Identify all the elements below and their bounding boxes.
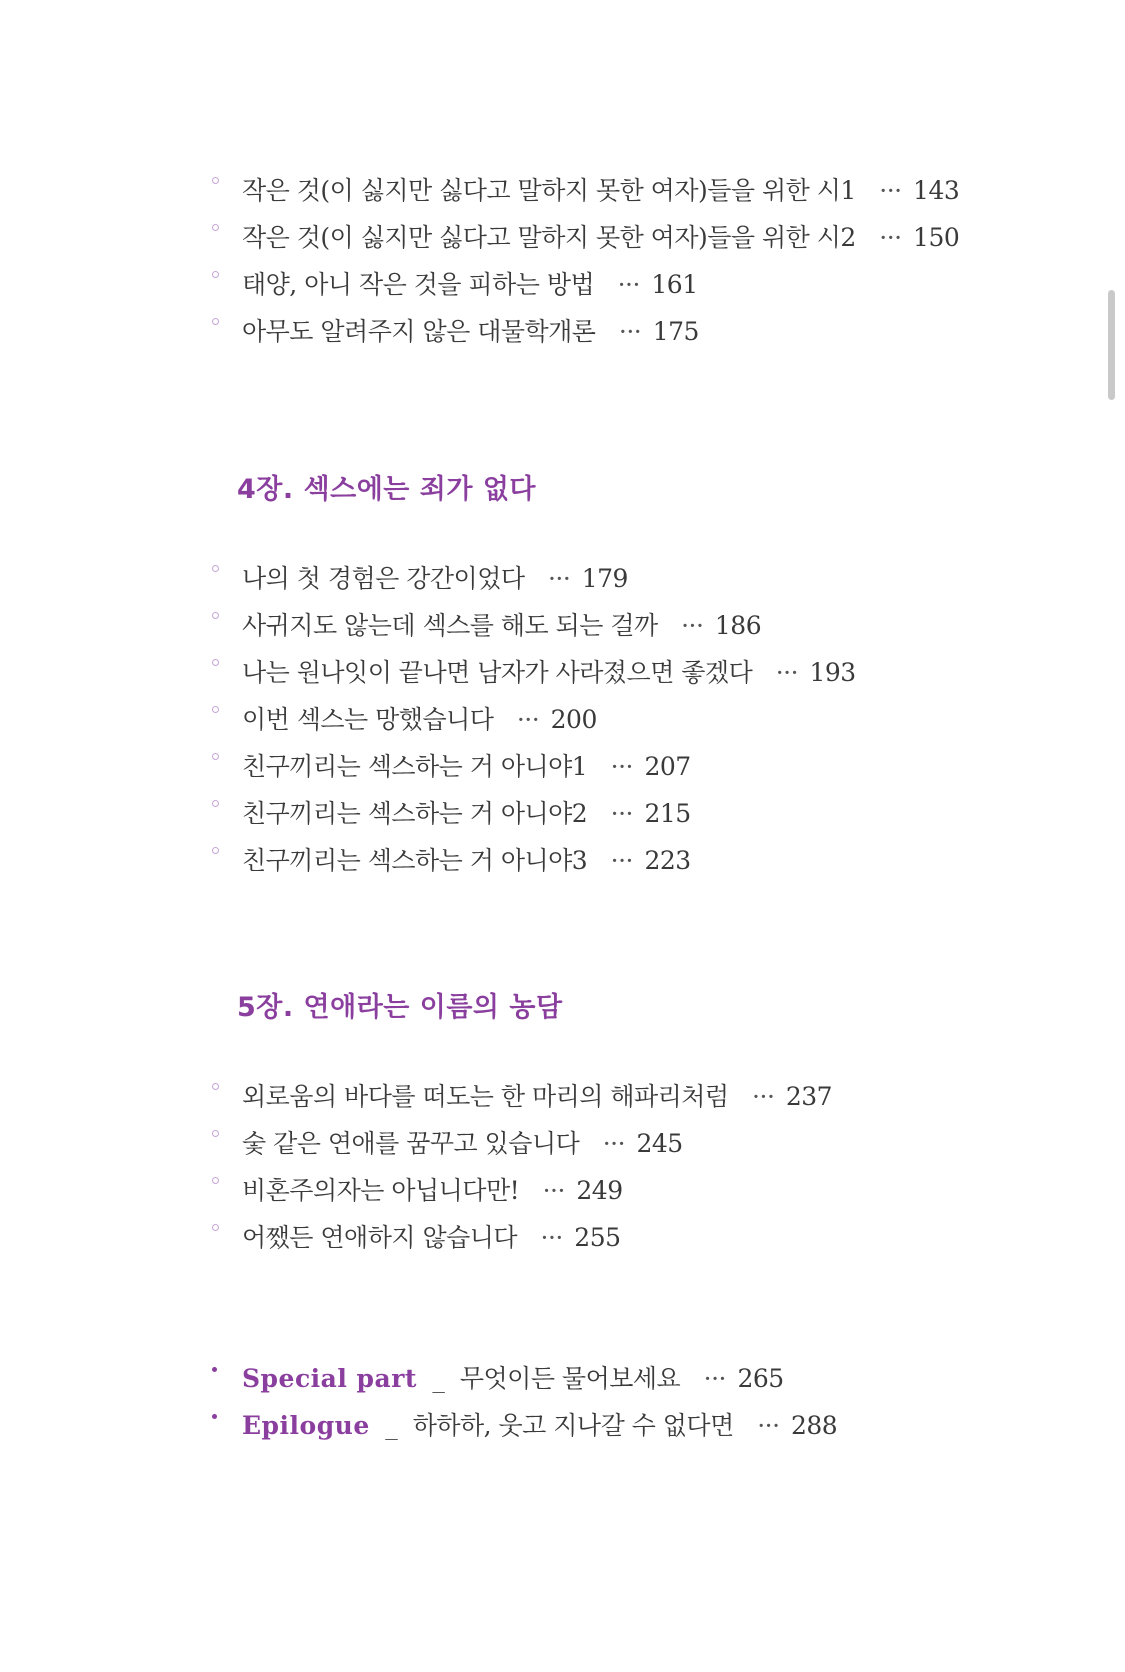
bullet-icon: [212, 565, 219, 572]
toc-entry-dots: ···: [752, 1082, 775, 1111]
toc-entry[interactable]: [210, 1167, 832, 1214]
toc-entry-dots: ···: [757, 1411, 780, 1440]
bullet-icon: [212, 612, 219, 619]
toc-entry-title: 비혼주의자는 아닙니다만!: [242, 1176, 520, 1205]
vertical-scrollbar[interactable]: [1108, 290, 1115, 400]
toc-entry-title: 친구끼리는 섹스하는 거 아니야3: [242, 846, 588, 875]
bullet-icon: [212, 1177, 219, 1184]
toc-entry-title: 이번 섹스는 망했습니다: [242, 705, 494, 734]
toc-entry-page: 249: [576, 1176, 623, 1205]
toc-entry-title: 무엇이든 물어보세요: [459, 1364, 681, 1393]
toc-entry-title: 친구끼리는 섹스하는 거 아니야2: [242, 799, 588, 828]
toc-entry[interactable]: [210, 602, 856, 649]
toc-entry-dots: ···: [618, 317, 642, 346]
toc-entry[interactable]: [210, 743, 856, 790]
toc-entry-page: 237: [785, 1082, 833, 1111]
toc-entry-title: 작은 것(이 싫지만 싫다고 말하지 못한 여자)들을 위한 시2: [242, 223, 856, 252]
toc-section-extras: [210, 1355, 837, 1449]
toc-entry[interactable]: [210, 837, 856, 884]
toc-entry-dots: ···: [610, 799, 633, 828]
toc-section-chapter-4: [210, 555, 856, 884]
chapter-4-heading: 4장. 섹스에는 죄가 없다: [237, 474, 536, 505]
toc-entry-special-part[interactable]: [210, 1355, 837, 1402]
bullet-icon: [212, 318, 219, 325]
toc-entry-page: 265: [737, 1364, 784, 1393]
toc-entry[interactable]: [210, 555, 856, 602]
toc-section-chapter-3-continued: [210, 167, 959, 355]
toc-entry-page: 161: [651, 270, 698, 299]
toc-entry-dots: ···: [516, 705, 540, 734]
toc-entry[interactable]: [210, 167, 959, 214]
bullet-icon: [212, 1224, 219, 1231]
toc-entry[interactable]: [210, 1073, 832, 1120]
toc-entry-dots: ···: [547, 564, 571, 593]
toc-entry-title: 작은 것(이 싫지만 싫다고 말하지 못한 여자)들을 위한 시1: [242, 176, 856, 205]
toc-entry-page: 200: [550, 705, 597, 734]
toc-entry-page: 255: [574, 1223, 621, 1252]
bullet-icon: [212, 1414, 217, 1419]
toc-entry-title: 어쨌든 연애하지 않습니다: [242, 1223, 518, 1252]
toc-entry-page: 223: [644, 846, 691, 875]
toc-entry-underscore: _: [385, 1411, 398, 1440]
toc-entry-dots: ···: [602, 1129, 626, 1158]
bullet-icon: [212, 1130, 219, 1137]
toc-entry-page: 143: [913, 176, 960, 205]
bullet-icon: [212, 847, 219, 854]
bullet-icon: [212, 1367, 217, 1372]
toc-entry-page: 179: [581, 564, 628, 593]
bullet-icon: [212, 271, 219, 278]
toc-entry-dots: ···: [610, 752, 633, 781]
toc-entry[interactable]: [210, 1214, 832, 1261]
toc-entry-dots: ···: [879, 223, 902, 252]
toc-entry-page: 193: [809, 658, 856, 687]
toc-entry-page: 150: [913, 223, 960, 252]
toc-entry-dots: ···: [540, 1223, 563, 1252]
toc-entry-page: 207: [644, 752, 691, 781]
toc-entry-dots: ···: [775, 658, 799, 687]
special-part-label: Special part: [242, 1364, 417, 1393]
toc-entry-dots: ···: [703, 1364, 726, 1393]
toc-entry-title: 친구끼리는 섹스하는 거 아니야1: [242, 752, 588, 781]
toc-entry-dots: ···: [681, 611, 704, 640]
toc-entry-title: 외로움의 바다를 떠도는 한 마리의 해파리처럼: [242, 1082, 729, 1111]
toc-entry-dots: ···: [879, 176, 902, 205]
toc-entry[interactable]: [210, 214, 959, 261]
toc-entry-page: 245: [636, 1129, 683, 1158]
bullet-icon: [212, 224, 219, 231]
toc-entry-page: 186: [714, 611, 762, 640]
toc-entry[interactable]: [210, 1120, 832, 1167]
toc-entry[interactable]: [210, 261, 959, 308]
bullet-icon: [212, 1083, 219, 1090]
toc-entry[interactable]: [210, 790, 856, 837]
bullet-icon: [212, 753, 219, 760]
toc-entry-epilogue[interactable]: [210, 1402, 837, 1449]
bullet-icon: [212, 659, 219, 666]
toc-entry[interactable]: [210, 308, 959, 355]
bullet-icon: [212, 800, 219, 807]
toc-entry-title: 나는 원나잇이 끝나면 남자가 사라졌으면 좋겠다: [242, 658, 753, 687]
toc-entry-title: 나의 첫 경험은 강간이었다: [242, 564, 525, 593]
bullet-icon: [212, 706, 219, 713]
toc-section-chapter-5: [210, 1073, 832, 1261]
toc-entry-dots: ···: [542, 1176, 565, 1205]
toc-entry-page: 288: [790, 1411, 838, 1440]
toc-entry-title: 하하하, 웃고 지나갈 수 없다면: [412, 1411, 734, 1440]
toc-entry[interactable]: [210, 649, 856, 696]
toc-entry-dots: ···: [617, 270, 640, 299]
toc-entry-title: 숯 같은 연애를 꿈꾸고 있습니다: [242, 1129, 580, 1158]
toc-entry-page: 215: [644, 799, 691, 828]
bullet-icon: [212, 177, 219, 184]
toc-entry-title: 태양, 아니 작은 것을 피하는 방법: [242, 270, 595, 299]
toc-entry-title: 사귀지도 않는데 섹스를 해도 되는 걸까: [242, 611, 658, 640]
toc-entry-page: 175: [652, 317, 699, 346]
epilogue-label: Epilogue: [242, 1411, 370, 1440]
toc-entry[interactable]: [210, 696, 856, 743]
chapter-5-heading: 5장. 연애라는 이름의 농담: [237, 992, 563, 1023]
toc-entry-dots: ···: [610, 846, 633, 875]
toc-entry-underscore: _: [432, 1364, 445, 1393]
toc-entry-title: 아무도 알려주지 않은 대물학개론: [242, 317, 596, 346]
